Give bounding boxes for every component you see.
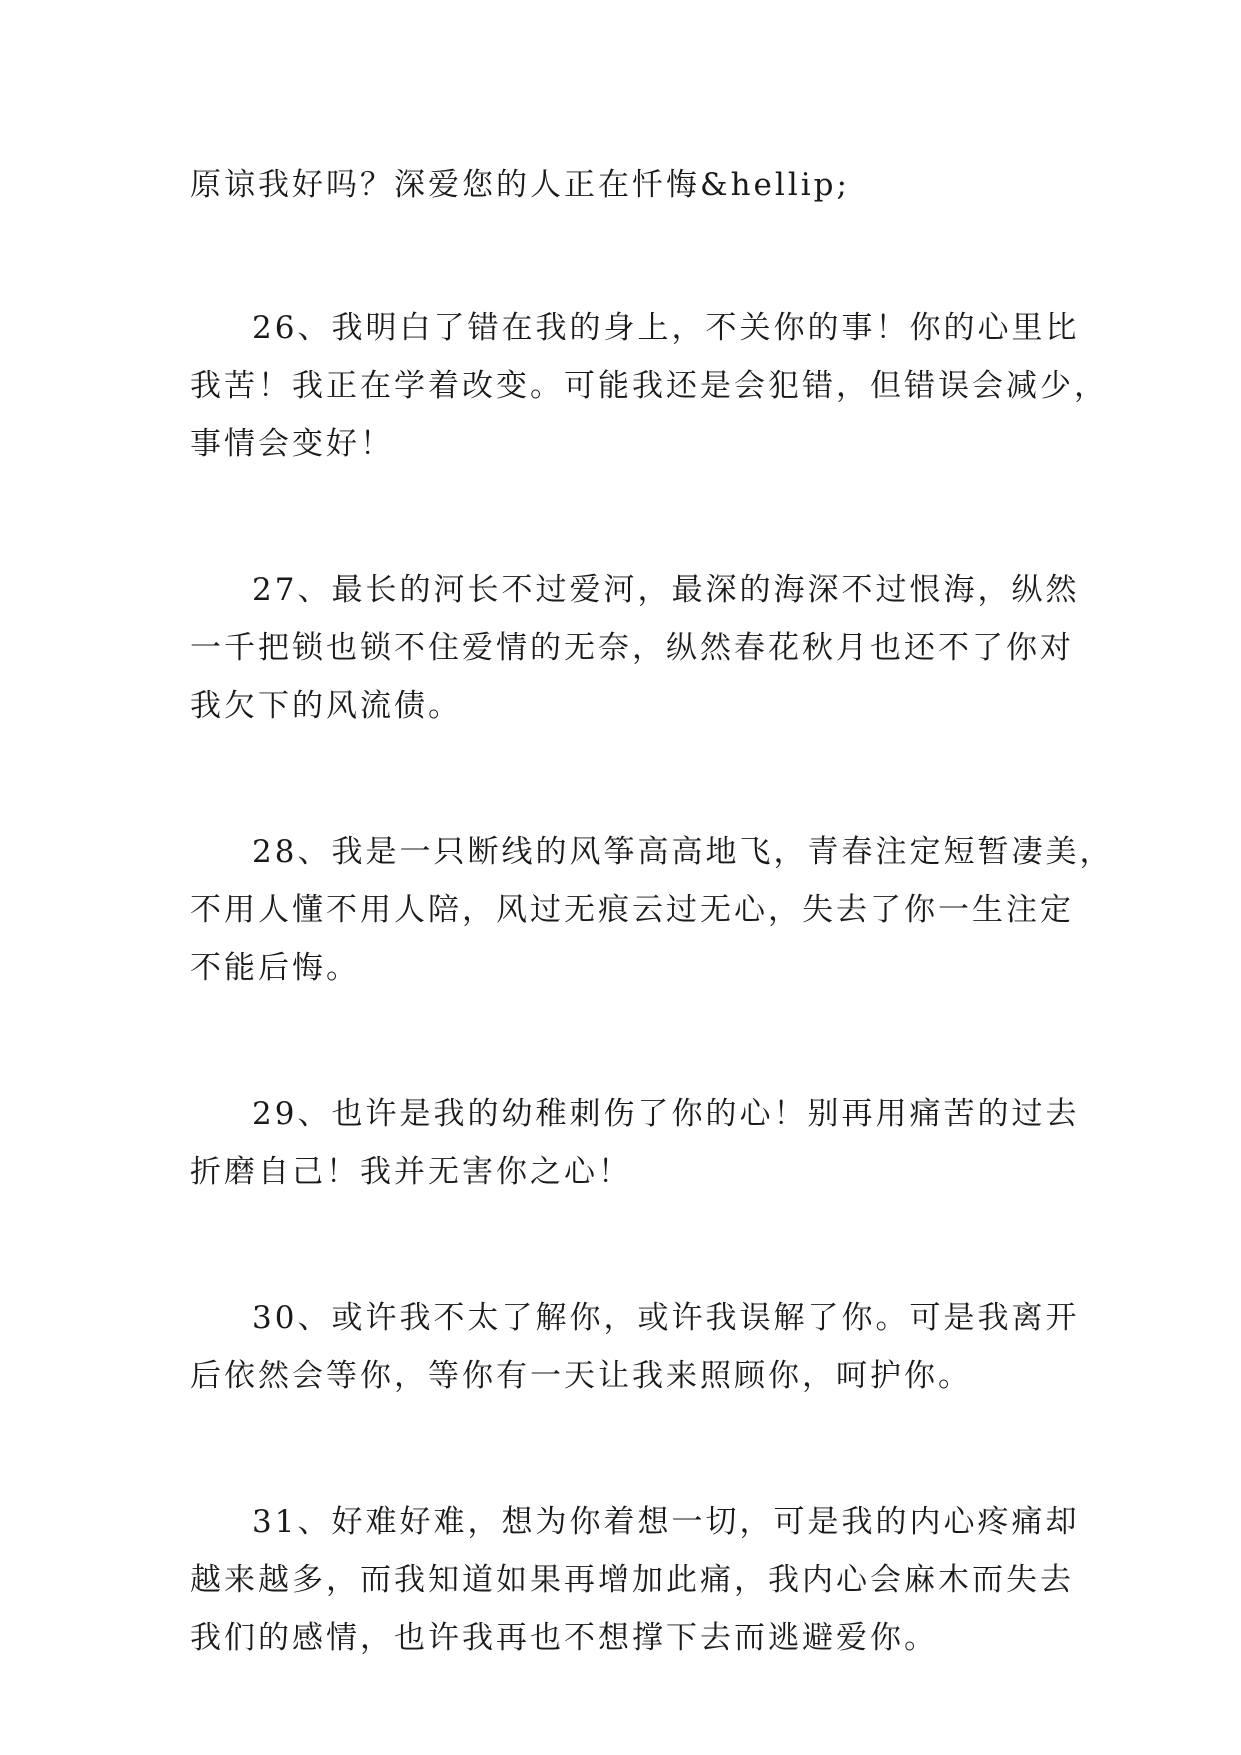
paragraph-line: 原谅我好吗？深爱您的人正在忏悔&hellip; xyxy=(190,167,850,203)
paragraph-line: 26、我明白了错在我的身上，不关你的事！你的心里比 xyxy=(252,310,1080,346)
paragraph-line: 30、或许我不太了解你，或许我误解了你。可是我离开 xyxy=(252,1300,1080,1336)
paragraph-continuation xyxy=(190,156,1050,214)
paragraph-line: 一千把锁也锁不住爱情的无奈，纵然春花秋月也还不了你对 xyxy=(190,630,1074,666)
paragraph-line: 不能后悔。 xyxy=(190,950,360,986)
paragraph-item-27 xyxy=(190,561,1080,735)
document-body xyxy=(190,156,1114,1755)
paragraph-line: 我们的感情，也许我再也不想撑下去而逃避爱你。 xyxy=(190,1620,938,1656)
paragraph-item-31 xyxy=(190,1493,1080,1667)
paragraph-line: 我欠下的风流债。 xyxy=(190,688,462,724)
paragraph-line: 28、我是一只断线的风筝高高地飞，青春注定短暂凄美， xyxy=(252,834,1114,870)
paragraph-line: 折磨自己！我并无害你之心！ xyxy=(190,1154,632,1190)
paragraph-item-26 xyxy=(190,299,1108,473)
paragraph-line: 事情会变好！ xyxy=(190,426,394,462)
paragraph-line: 29、也许是我的幼稚刺伤了你的心！别再用痛苦的过去 xyxy=(252,1096,1080,1132)
paragraph-line: 27、最长的河长不过爱河，最深的海深不过恨海，纵然 xyxy=(252,572,1080,608)
paragraph-line: 不用人懂不用人陪，风过无痕云过无心，失去了你一生注定 xyxy=(190,892,1074,928)
paragraph-line: 我苦！我正在学着改变。可能我还是会犯错，但错误会减少， xyxy=(190,368,1108,404)
paragraph-item-29 xyxy=(190,1085,1080,1201)
paragraph-line: 后依然会等你，等你有一天让我来照顾你，呵护你。 xyxy=(190,1358,972,1394)
paragraph-line: 越来越多，而我知道如果再增加此痛，我内心会麻木而失去 xyxy=(190,1562,1074,1598)
paragraph-item-28 xyxy=(190,823,1114,997)
paragraph-line: 31、好难好难，想为你着想一切，可是我的内心疼痛却 xyxy=(252,1504,1080,1540)
paragraph-item-30 xyxy=(190,1289,1080,1405)
